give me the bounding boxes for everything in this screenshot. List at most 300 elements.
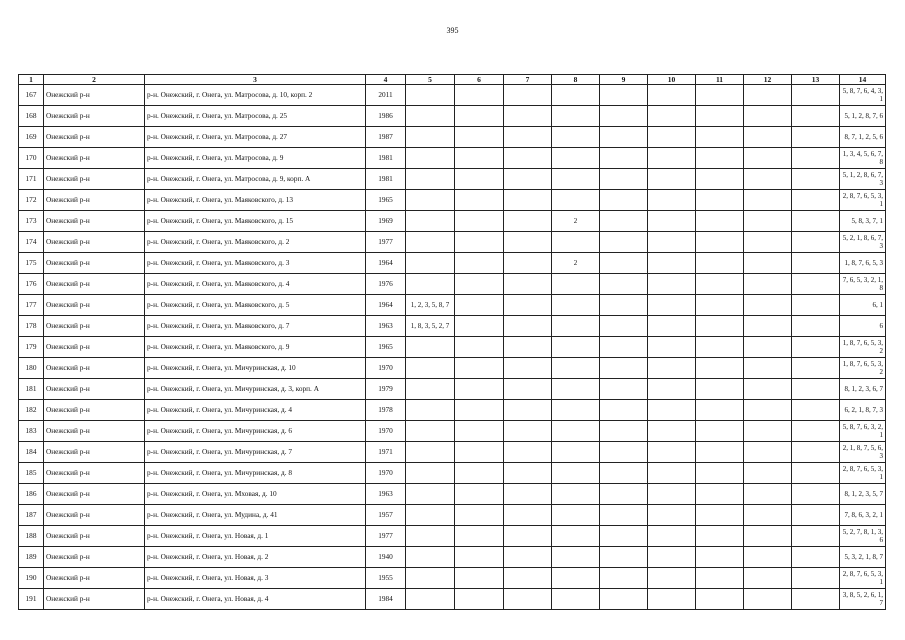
table-row [19, 295, 886, 316]
district-cell: Онежский р-н [44, 127, 145, 148]
col13-cell [792, 568, 840, 589]
col8-cell: 2 [552, 211, 600, 232]
district-cell: Онежский р-н [44, 232, 145, 253]
col5-cell [406, 442, 455, 463]
col13-cell [792, 442, 840, 463]
district-cell: Онежский р-н [44, 148, 145, 169]
col12-cell [744, 400, 792, 421]
col10-cell [648, 526, 696, 547]
row-number: 187 [19, 505, 44, 526]
col10-cell [648, 358, 696, 379]
col8-cell [552, 526, 600, 547]
col8-cell [552, 85, 600, 106]
col5-cell [406, 169, 455, 190]
col5-cell [406, 127, 455, 148]
row-number: 174 [19, 232, 44, 253]
col12-cell [744, 421, 792, 442]
row-number: 178 [19, 316, 44, 337]
col7-cell [504, 526, 552, 547]
col6-cell [455, 547, 504, 568]
col10-cell [648, 421, 696, 442]
col10-cell [648, 232, 696, 253]
column-header-5: 5 [406, 75, 455, 85]
col12-cell [744, 253, 792, 274]
col7-cell [504, 190, 552, 211]
address-cell: р-н. Онежский, г. Онега, ул. Матросова, д. 10, корп. 2 [145, 85, 366, 106]
col11-cell [696, 127, 744, 148]
col7-cell [504, 421, 552, 442]
col6-cell [455, 337, 504, 358]
col6-cell [455, 421, 504, 442]
address-cell: р-н. Онежский, г. Онега, ул. Маяковского, д. 4 [145, 274, 366, 295]
col11-cell [696, 400, 744, 421]
col6-cell [455, 274, 504, 295]
col11-cell [696, 484, 744, 505]
col12-cell [744, 463, 792, 484]
col13-cell [792, 295, 840, 316]
col9-cell [600, 547, 648, 568]
col9-cell [600, 106, 648, 127]
col13-cell [792, 316, 840, 337]
col8-cell [552, 232, 600, 253]
year-cell: 1963 [366, 484, 406, 505]
col12-cell [744, 106, 792, 127]
year-cell: 1981 [366, 148, 406, 169]
col6-cell [455, 400, 504, 421]
col13-cell [792, 547, 840, 568]
district-cell: Онежский р-н [44, 190, 145, 211]
col5-cell [406, 253, 455, 274]
col5-cell [406, 421, 455, 442]
column-header-9: 9 [600, 75, 648, 85]
table-row [19, 421, 886, 442]
column-header-3: 3 [145, 75, 366, 85]
district-cell: Онежский р-н [44, 169, 145, 190]
col8-cell [552, 148, 600, 169]
col11-cell [696, 421, 744, 442]
district-cell: Онежский р-н [44, 274, 145, 295]
col13-cell [792, 169, 840, 190]
col12-cell [744, 526, 792, 547]
col6-cell [455, 253, 504, 274]
col14-cell: 2, 8, 7, 6, 5, 3, 1 [840, 463, 886, 484]
col9-cell [600, 169, 648, 190]
col13-cell [792, 400, 840, 421]
district-cell: Онежский р-н [44, 211, 145, 232]
col11-cell [696, 106, 744, 127]
col11-cell [696, 526, 744, 547]
col12-cell [744, 589, 792, 610]
col9-cell [600, 505, 648, 526]
col14-cell: 1, 3, 4, 5, 6, 7, 8 [840, 148, 886, 169]
address-cell: р-н. Онежский, г. Онега, ул. Маяковского, д. 7 [145, 316, 366, 337]
table-row [19, 232, 886, 253]
row-number: 188 [19, 526, 44, 547]
col14-cell: 8, 7, 1, 2, 5, 6 [840, 127, 886, 148]
column-header-6: 6 [455, 75, 504, 85]
col5-cell [406, 358, 455, 379]
col13-cell [792, 253, 840, 274]
col12-cell [744, 190, 792, 211]
district-cell: Онежский р-н [44, 295, 145, 316]
year-cell: 1955 [366, 568, 406, 589]
col13-cell [792, 190, 840, 211]
col10-cell [648, 316, 696, 337]
col6-cell [455, 190, 504, 211]
district-cell: Онежский р-н [44, 337, 145, 358]
table-row [19, 505, 886, 526]
col14-cell: 3, 8, 5, 2, 6, 1, 7 [840, 589, 886, 610]
year-cell: 1970 [366, 421, 406, 442]
col11-cell [696, 85, 744, 106]
year-cell: 1965 [366, 337, 406, 358]
col6-cell [455, 127, 504, 148]
col9-cell [600, 232, 648, 253]
column-header-2: 2 [44, 75, 145, 85]
col8-cell [552, 274, 600, 295]
year-cell: 1964 [366, 295, 406, 316]
col6-cell [455, 148, 504, 169]
col5-cell [406, 379, 455, 400]
col14-cell: 6, 2, 1, 8, 7, 3 [840, 400, 886, 421]
district-cell: Онежский р-н [44, 442, 145, 463]
col14-cell: 5, 8, 7, 6, 3, 2, 1 [840, 421, 886, 442]
table-row [19, 400, 886, 421]
col8-cell [552, 106, 600, 127]
table-row [19, 274, 886, 295]
col7-cell [504, 211, 552, 232]
col12-cell [744, 337, 792, 358]
table-row [19, 484, 886, 505]
year-cell: 1970 [366, 358, 406, 379]
row-number: 177 [19, 295, 44, 316]
col9-cell [600, 379, 648, 400]
row-number: 185 [19, 463, 44, 484]
col6-cell [455, 106, 504, 127]
column-header-1: 1 [19, 75, 44, 85]
col14-cell: 7, 8, 6, 3, 2, 1 [840, 505, 886, 526]
row-number: 189 [19, 547, 44, 568]
col10-cell [648, 211, 696, 232]
col11-cell [696, 463, 744, 484]
col11-cell [696, 211, 744, 232]
col10-cell [648, 106, 696, 127]
col5-cell [406, 505, 455, 526]
table-body [19, 85, 886, 610]
district-cell: Онежский р-н [44, 589, 145, 610]
col5-cell [406, 547, 455, 568]
table-row [19, 148, 886, 169]
col5-cell [406, 148, 455, 169]
col12-cell [744, 484, 792, 505]
year-cell: 1984 [366, 589, 406, 610]
column-header-8: 8 [552, 75, 600, 85]
address-cell: р-н. Онежский, г. Онега, ул. Маяковского, д. 9 [145, 337, 366, 358]
col13-cell [792, 421, 840, 442]
district-cell: Онежский р-н [44, 421, 145, 442]
col5-cell [406, 526, 455, 547]
table-row [19, 547, 886, 568]
col10-cell [648, 589, 696, 610]
year-cell: 1969 [366, 211, 406, 232]
col11-cell [696, 589, 744, 610]
col7-cell [504, 505, 552, 526]
col8-cell [552, 316, 600, 337]
col10-cell [648, 379, 696, 400]
col7-cell [504, 253, 552, 274]
col6-cell [455, 568, 504, 589]
col8-cell [552, 295, 600, 316]
col12-cell [744, 316, 792, 337]
col5-cell [406, 232, 455, 253]
col7-cell [504, 547, 552, 568]
col7-cell [504, 169, 552, 190]
col13-cell [792, 85, 840, 106]
col10-cell [648, 148, 696, 169]
district-cell: Онежский р-н [44, 358, 145, 379]
district-cell: Онежский р-н [44, 505, 145, 526]
col8-cell [552, 547, 600, 568]
col6-cell [455, 463, 504, 484]
col6-cell [455, 442, 504, 463]
table-row [19, 379, 886, 400]
address-cell: р-н. Онежский, г. Онега, ул. Мичуринская, д. 7 [145, 442, 366, 463]
col7-cell [504, 358, 552, 379]
col13-cell [792, 106, 840, 127]
district-cell: Онежский р-н [44, 547, 145, 568]
year-cell: 1977 [366, 232, 406, 253]
col6-cell [455, 295, 504, 316]
col6-cell [455, 379, 504, 400]
address-cell: р-н. Онежский, г. Онега, ул. Мичуринская, д. 6 [145, 421, 366, 442]
address-cell: р-н. Онежский, г. Онега, ул. Матросова, д. 9, корп. А [145, 169, 366, 190]
address-cell: р-н. Онежский, г. Онега, ул. Маяковского, д. 3 [145, 253, 366, 274]
col9-cell [600, 85, 648, 106]
col6-cell [455, 526, 504, 547]
col7-cell [504, 337, 552, 358]
address-cell: р-н. Онежский, г. Онега, ул. Мичуринская, д. 10 [145, 358, 366, 379]
col10-cell [648, 400, 696, 421]
col11-cell [696, 190, 744, 211]
col14-cell: 5, 1, 2, 8, 7, 6 [840, 106, 886, 127]
col12-cell [744, 232, 792, 253]
col11-cell [696, 505, 744, 526]
col10-cell [648, 190, 696, 211]
col9-cell [600, 463, 648, 484]
col7-cell [504, 442, 552, 463]
row-number: 179 [19, 337, 44, 358]
col10-cell [648, 337, 696, 358]
row-number: 186 [19, 484, 44, 505]
col14-cell: 1, 8, 7, 6, 5, 3, 2 [840, 337, 886, 358]
col7-cell [504, 85, 552, 106]
col12-cell [744, 568, 792, 589]
col8-cell [552, 505, 600, 526]
col9-cell [600, 316, 648, 337]
address-cell: р-н. Онежский, г. Онега, ул. Мудина, д. 41 [145, 505, 366, 526]
col13-cell [792, 274, 840, 295]
table-row [19, 463, 886, 484]
col7-cell [504, 232, 552, 253]
col10-cell [648, 442, 696, 463]
column-header-10: 10 [648, 75, 696, 85]
year-cell: 1987 [366, 127, 406, 148]
col12-cell [744, 505, 792, 526]
col9-cell [600, 400, 648, 421]
col13-cell [792, 211, 840, 232]
district-cell: Онежский р-н [44, 463, 145, 484]
row-number: 172 [19, 190, 44, 211]
col12-cell [744, 295, 792, 316]
col9-cell [600, 442, 648, 463]
registry-table [18, 74, 886, 610]
year-cell: 1964 [366, 253, 406, 274]
col14-cell: 5, 1, 2, 8, 6, 7, 3 [840, 169, 886, 190]
col11-cell [696, 295, 744, 316]
col9-cell [600, 589, 648, 610]
address-cell: р-н. Онежский, г. Онега, ул. Маяковского, д. 2 [145, 232, 366, 253]
col12-cell [744, 379, 792, 400]
col7-cell [504, 148, 552, 169]
col11-cell [696, 442, 744, 463]
col5-cell [406, 274, 455, 295]
address-cell: р-н. Онежский, г. Онега, ул. Матросова, д. 27 [145, 127, 366, 148]
row-number: 167 [19, 85, 44, 106]
col14-cell: 5, 2, 7, 8, 1, 3, 6 [840, 526, 886, 547]
table-row [19, 526, 886, 547]
address-cell: р-н. Онежский, г. Онега, ул. Матросова, д. 9 [145, 148, 366, 169]
column-header-13: 13 [792, 75, 840, 85]
col10-cell [648, 484, 696, 505]
col12-cell [744, 358, 792, 379]
col14-cell: 8, 1, 2, 3, 6, 7 [840, 379, 886, 400]
col9-cell [600, 274, 648, 295]
col9-cell [600, 127, 648, 148]
row-number: 168 [19, 106, 44, 127]
col14-cell: 1, 8, 7, 6, 5, 3 [840, 253, 886, 274]
district-cell: Онежский р-н [44, 316, 145, 337]
district-cell: Онежский р-н [44, 106, 145, 127]
address-cell: р-н. Онежский, г. Онега, ул. Мичуринская, д. 4 [145, 400, 366, 421]
address-cell: р-н. Онежский, г. Онега, ул. Мховая, д. 10 [145, 484, 366, 505]
col8-cell [552, 484, 600, 505]
year-cell: 1970 [366, 463, 406, 484]
address-cell: р-н. Онежский, г. Онега, ул. Мичуринская, д. 3, корп. А [145, 379, 366, 400]
col13-cell [792, 379, 840, 400]
col9-cell [600, 190, 648, 211]
col8-cell [552, 589, 600, 610]
col11-cell [696, 568, 744, 589]
col10-cell [648, 463, 696, 484]
col9-cell [600, 484, 648, 505]
year-cell: 1971 [366, 442, 406, 463]
col14-cell: 5, 2, 1, 8, 6, 7, 3 [840, 232, 886, 253]
col5-cell: 1, 8, 3, 5, 2, 7 [406, 316, 455, 337]
col10-cell [648, 85, 696, 106]
header-row [19, 75, 886, 85]
address-cell: р-н. Онежский, г. Онега, ул. Новая, д. 1 [145, 526, 366, 547]
col14-cell: 6 [840, 316, 886, 337]
col7-cell [504, 127, 552, 148]
col7-cell [504, 589, 552, 610]
table-row [19, 211, 886, 232]
col14-cell: 7, 6, 5, 3, 2, 1, 8 [840, 274, 886, 295]
address-cell: р-н. Онежский, г. Онега, ул. Маяковского, д. 15 [145, 211, 366, 232]
column-header-7: 7 [504, 75, 552, 85]
col7-cell [504, 400, 552, 421]
row-number: 180 [19, 358, 44, 379]
col8-cell [552, 169, 600, 190]
table-row [19, 358, 886, 379]
row-number: 190 [19, 568, 44, 589]
col10-cell [648, 505, 696, 526]
year-cell: 1979 [366, 379, 406, 400]
col13-cell [792, 337, 840, 358]
col7-cell [504, 379, 552, 400]
col5-cell [406, 568, 455, 589]
col10-cell [648, 253, 696, 274]
table-row [19, 169, 886, 190]
col14-cell: 1, 8, 7, 6, 5, 3, 2 [840, 358, 886, 379]
col14-cell: 5, 3, 2, 1, 8, 7 [840, 547, 886, 568]
address-cell: р-н. Онежский, г. Онега, ул. Новая, д. 2 [145, 547, 366, 568]
row-number: 184 [19, 442, 44, 463]
col13-cell [792, 127, 840, 148]
table-row [19, 127, 886, 148]
col6-cell [455, 589, 504, 610]
col11-cell [696, 337, 744, 358]
col5-cell [406, 589, 455, 610]
col8-cell [552, 421, 600, 442]
table-row [19, 568, 886, 589]
column-header-11: 11 [696, 75, 744, 85]
col5-cell [406, 106, 455, 127]
col5-cell [406, 463, 455, 484]
col14-cell: 8, 1, 2, 3, 5, 7 [840, 484, 886, 505]
col11-cell [696, 547, 744, 568]
col11-cell [696, 232, 744, 253]
year-cell: 1957 [366, 505, 406, 526]
year-cell: 1976 [366, 274, 406, 295]
table-row [19, 106, 886, 127]
col12-cell [744, 169, 792, 190]
col9-cell [600, 253, 648, 274]
col11-cell [696, 148, 744, 169]
table-row [19, 337, 886, 358]
col6-cell [455, 484, 504, 505]
row-number: 173 [19, 211, 44, 232]
col12-cell [744, 211, 792, 232]
col14-cell: 5, 8, 3, 7, 1 [840, 211, 886, 232]
col8-cell [552, 358, 600, 379]
table-row [19, 442, 886, 463]
row-number: 182 [19, 400, 44, 421]
col8-cell [552, 379, 600, 400]
col8-cell: 2 [552, 253, 600, 274]
col12-cell [744, 127, 792, 148]
col13-cell [792, 505, 840, 526]
col5-cell [406, 190, 455, 211]
col8-cell [552, 400, 600, 421]
row-number: 191 [19, 589, 44, 610]
row-number: 175 [19, 253, 44, 274]
col9-cell [600, 295, 648, 316]
col7-cell [504, 274, 552, 295]
col9-cell [600, 148, 648, 169]
col10-cell [648, 568, 696, 589]
col11-cell [696, 316, 744, 337]
col6-cell [455, 85, 504, 106]
